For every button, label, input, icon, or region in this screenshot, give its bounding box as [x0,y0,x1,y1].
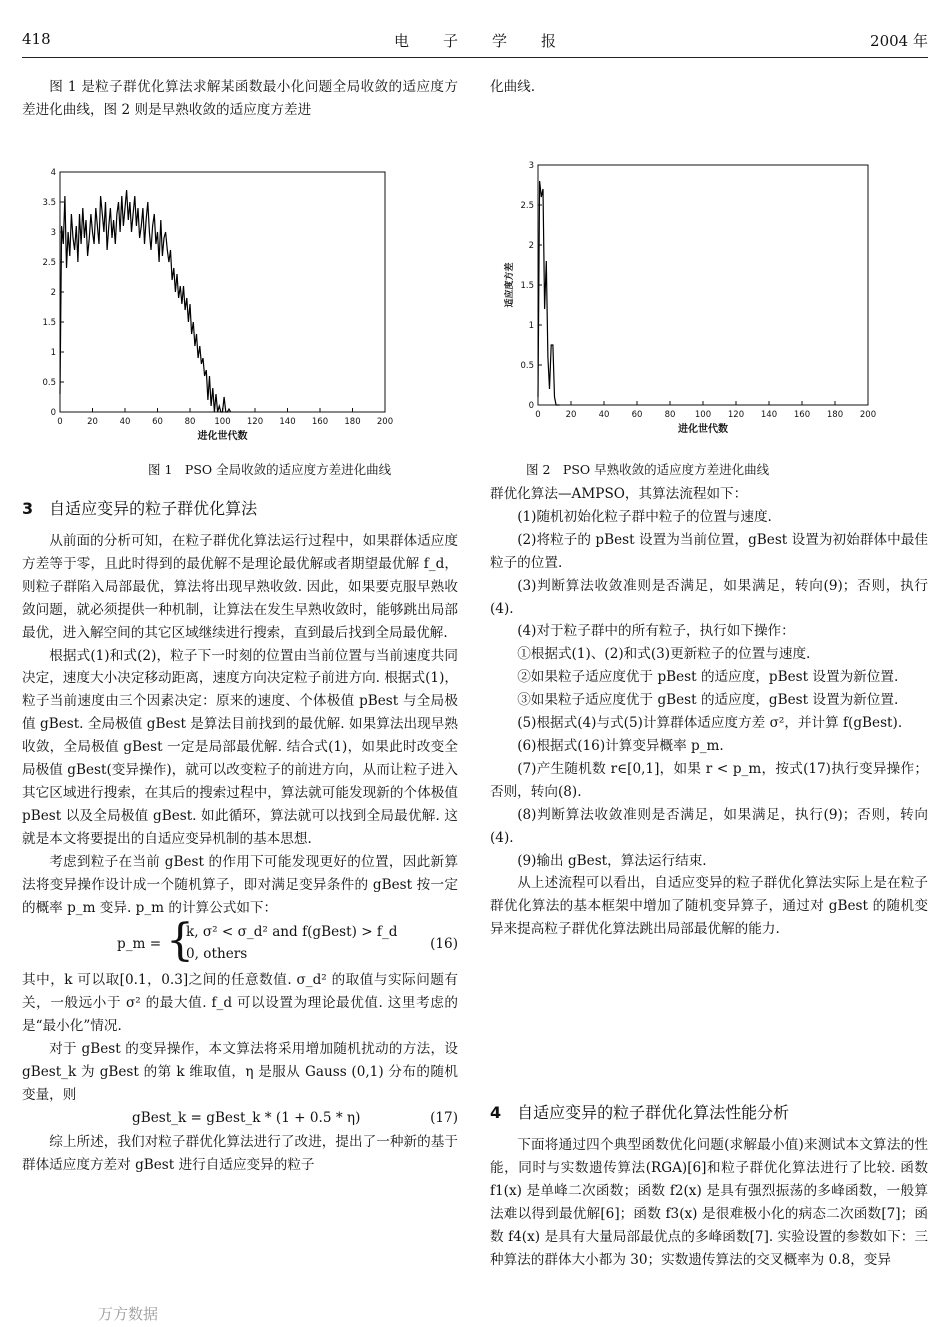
list-item: (2)将粒子的 pBest 设置为当前位置，gBest 设置为初始群体中最佳粒子的位置. [490,531,928,571]
paragraph: 考虑到粒子在当前 gBest 的作用下可能发现更好的位置，因此新算法将变异操作设计成一个随机算子，即对满足变异条件的 gBest 按一定的概率 p_m 变异. p_m 的计算公式如下： [22,853,458,916]
figure-1-chart [22,160,402,450]
year: 2004 年 [870,32,928,50]
y-tick-label: 2.5 [520,201,534,211]
x-tick-label: 60 [631,410,643,420]
list-item: ③如果粒子适应度优于 gBest 的适应度，gBest 设置为新位置. [517,692,899,709]
y-tick-label: 3 [50,228,56,238]
plot-frame [538,165,868,405]
page-header [22,30,928,54]
x-axis-label: 进化世代数 [678,424,728,435]
x-tick-label: 40 [598,410,610,420]
right-column-2 [490,1134,928,1271]
equation-17: gBest_k = gBest_k * (1 + 0.5 * η) (17) [132,1109,458,1126]
figure-1-caption: 图 1 PSO 全局收敛的适应度方差进化曲线 [148,462,392,477]
intro-right: 化曲线. [490,79,536,95]
list-item: (5)根据式(4)与式(5)计算群体适应度方差 σ²，并计算 f(gBest). [517,715,903,732]
header-rule [22,57,928,58]
series-line [538,181,560,405]
x-tick-label: 20 [565,410,577,420]
x-tick-label: 80 [184,417,196,427]
y-tick-label: 2 [50,288,56,298]
x-tick-label: 60 [152,417,163,427]
paragraph: 从前面的分析可知，在粒子群优化算法运行过程中，如果群体适应度方差等于零，且此时得到的最优解不是理论最优解或者期望最优解 f_d，则粒子群陷入局部最优，算法将出现早熟收敛. 因此，如果要克服早熟收敛问题，就必须提供一种机制，让算法在发生早熟收敛时，能够跳出局部最优，进入解空间的其它区域继续进行搜索，直到最后找到全局最优解. [22,533,458,641]
x-tick-label: 160 [311,417,329,427]
list-item: (9)输出 gBest，算法运行结束. [517,852,707,869]
x-tick-label: 120 [727,410,745,420]
x-tick-label: 0 [535,410,541,420]
left-column [22,530,458,1177]
x-tick-label: 100 [694,410,712,420]
section-3-heading: 3 自适应变异的粒子群优化算法 [22,499,258,518]
x-tick-label: 200 [376,417,394,427]
x-tick-label: 160 [793,410,811,420]
y-tick-label: 0.5 [42,378,56,388]
list-item: (1)随机初始化粒子群中粒子的位置与速度. [517,508,772,525]
figure-2-chart [498,155,883,445]
paragraph: 对于 gBest 的变异操作，本文算法将采用增加随机扰动的方法，设 gBest_k 为 gBest 的第 k 维取值，η 是服从 Gauss (0,1) 分布的随机变量，则 [22,1041,458,1103]
list-item: (7)产生随机数 r∈[0,1]，如果 r < p_m，按式(17)执行变异操作；否则，转向(8). [490,760,928,800]
x-tick-label: 20 [87,417,98,427]
list-item: (4)对于粒子群中的所有粒子，执行如下操作： [517,623,795,640]
paragraph: 群优化算法—AMPSO，其算法流程如下： [490,486,748,502]
section-4-heading: 4 自适应变异的粒子群优化算法性能分析 [490,1103,790,1122]
y-tick-label: 1.5 [520,281,534,291]
x-tick-label: 140 [279,417,296,427]
paragraph: 综上所述，我们对粒子群优化算法进行了改进，提出了一种新的基于群体适应度方差对 gBest 进行自适应变异的粒子 [22,1133,458,1173]
plot-frame [60,172,385,412]
x-tick-label: 180 [826,410,844,420]
y-tick-label: 0 [528,401,534,411]
figure-2-caption: 图 2 PSO 早熟收敛的适应度方差进化曲线 [526,462,770,477]
y-tick-label: 0 [50,408,56,418]
journal-name: 电子学报 [393,32,590,50]
y-tick-label: 2 [528,241,534,251]
paragraph: 从上述流程可以看出，自适应变异的粒子群优化算法实际上是在粒子群优化算法的基本框架中增加了随机变异算子，通过对 gBest 的随机变异来提高粒子群优化算法跳出局部最优解的能力. [490,875,928,938]
watermark: 万方数据 [98,1305,159,1323]
intro-left: 图 1 是粒子群优化算法求解某函数最小化问题全局收敛的适应度方差进化曲线，图 2 则是早熟收敛的适应度方差进 [22,79,458,118]
series-line [60,190,231,412]
list-item: (6)根据式(16)计算变异概率 p_m. [517,737,724,754]
y-tick-label: 2.5 [42,258,56,268]
y-tick-label: 3 [528,161,534,171]
equation-16: p_m = { k, σ² < σ_d² and f(gBest) > f_d 0, others (16) [117,915,458,967]
x-tick-label: 120 [246,417,264,427]
y-tick-label: 3.5 [42,198,56,208]
x-tick-label: 40 [119,417,131,427]
x-tick-label: 100 [214,417,231,427]
y-tick-label: 1 [50,348,56,358]
y-tick-label: 0.5 [520,361,534,371]
y-tick-label: 1 [528,321,534,331]
x-tick-label: 0 [57,417,63,427]
list-item: ①根据式(1)、(2)和式(3)更新粒子的位置与速度. [517,646,811,663]
x-tick-label: 80 [664,410,676,420]
y-axis-label: 适应度方差 [505,262,515,308]
x-tick-label: 140 [760,410,778,420]
y-tick-label: 4 [50,168,56,178]
x-axis-label: 进化世代数 [197,431,248,442]
list-item: ②如果粒子适应度优于 pBest 的适应度，pBest 设置为新位置. [517,669,899,686]
list-item: (3)判断算法收敛准则是否满足，如果满足，转向(9)；否则，执行(4). [490,577,928,617]
paragraph: 根据式(1)和式(2)，粒子下一时刻的位置由当前位置与当前速度共同决定，速度大小决定移动距离，速度方向决定粒子前进方向. 根据式(1)，粒子当前速度由三个因素决定：原来的速度、个体极值 pBest 与全局极值 gBest. 全局极值 gBest 是算法目前找到的最优解. 如果算法出现早熟收敛，全局极值 gBest 一定是局部最优解. 结合式(1)，如果此时改变全局极值 gBest(变异操作)，就可以改变粒子的前进方向，从而让粒子进入其它区域进行搜索，在其后的搜索过程中，算法就可能发现新的个体极值 pBest 以及全局极值 gBest. 如此循环，算法就可以找到全局最优解. 这就是本文将要提出的自适应变异机制的基本思想. [22,647,458,847]
x-tick-label: 180 [344,417,361,427]
page-number: 418 [22,30,51,48]
paragraph: 下面将通过四个典型函数优化问题(求解最小值)来测试本文算法的性能，同时与实数遗传算法(RGA)[6]和粒子群优化算法进行了比较. 函数 f1(x) 是单峰二次函数；函数 f2(x) 是具有强烈振荡的多峰函数，一般算法难以得到最优解[6]；函数 f3(x) 是很难极小化的病态二次函数[7]；函数 f4(x) 是具有大量局部最优点的多峰函数[7]. 实验设置的参数如下：三种算法的群体大小都为 30；实数遗传算法的交叉概率为 0.8，变异 [490,1137,928,1268]
paragraph: 其中，k 可以取[0.1，0.3]之间的任意数值. σ_d² 的取值与实际问题有关，一般远小于 σ² 的最大值. f_d 可以设置为理论最优值. 这里考虑的是“最小化”情况. [22,972,458,1035]
y-tick-label: 1.5 [42,318,56,328]
right-column [490,483,928,941]
x-tick-label: 200 [859,410,877,420]
list-item: (8)判断算法收敛准则是否满足，如果满足，执行(9)；否则，转向(4). [490,806,928,846]
